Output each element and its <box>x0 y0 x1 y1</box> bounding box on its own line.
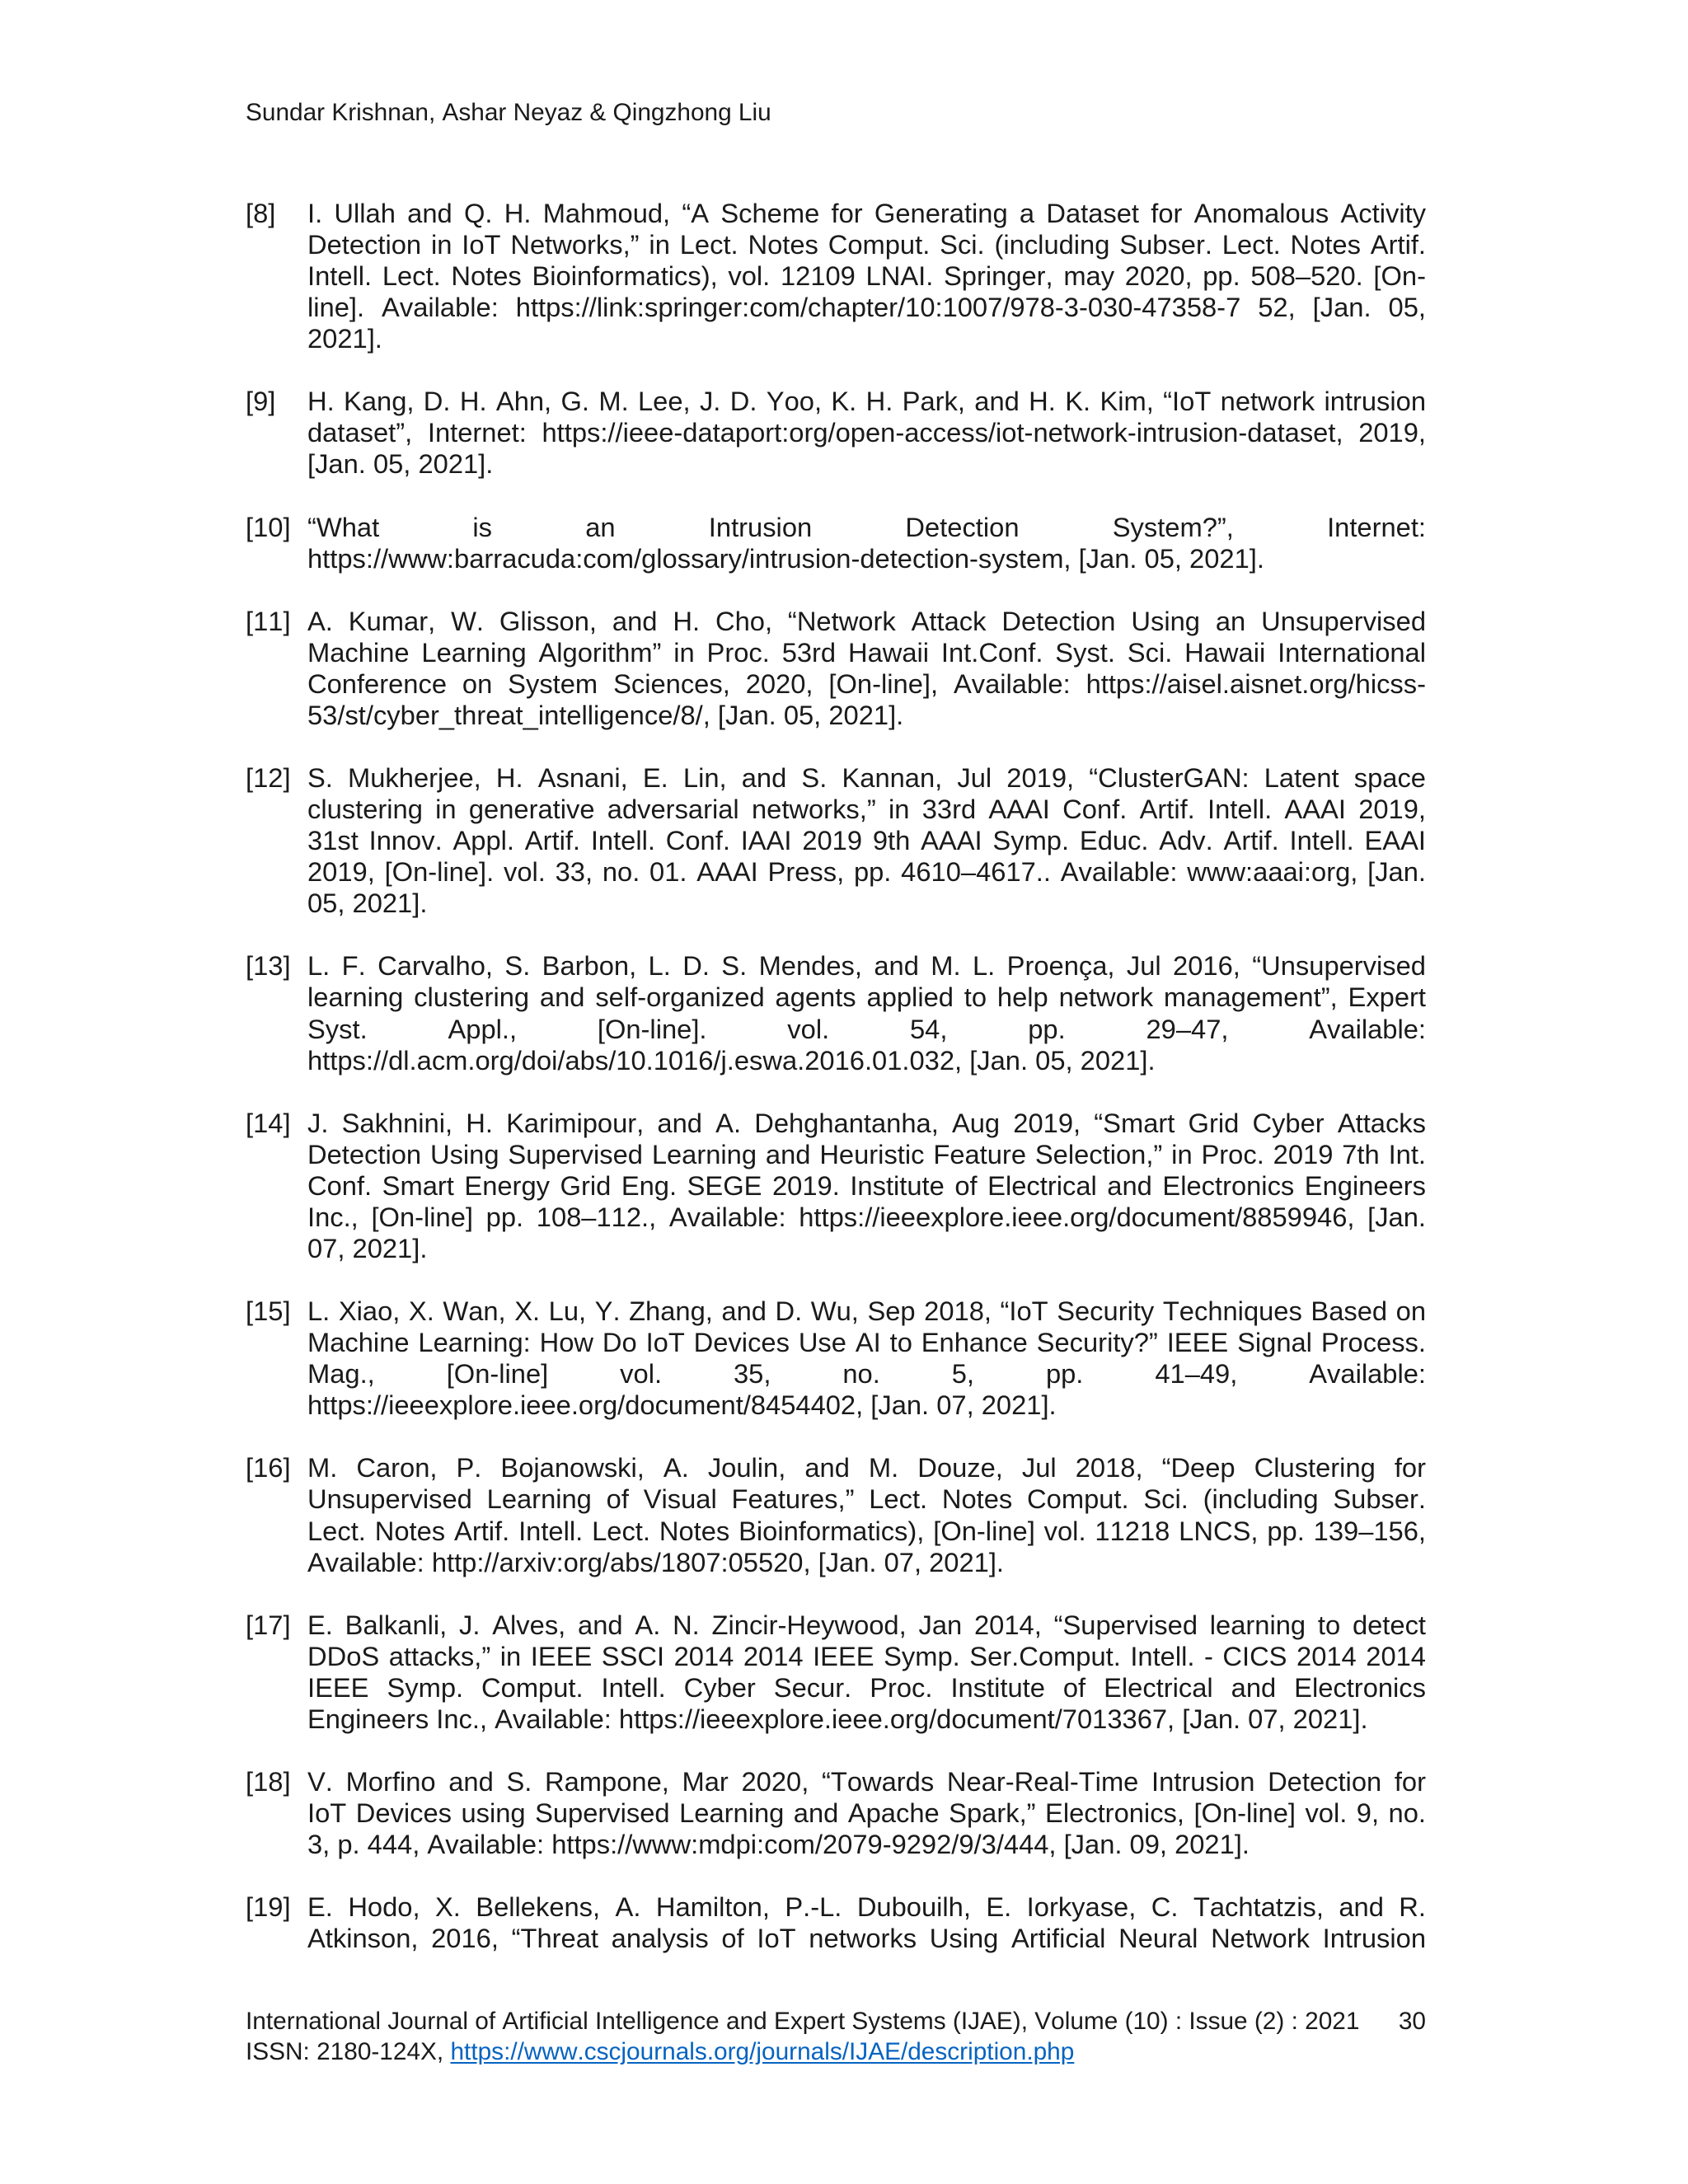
reference-text <box>307 1891 1426 1954</box>
reference-line: E. Hodo, X. Bellekens, A. Hamilton, P.-L. Dubouilh, E. Iorkyase, C. Tachtatzis, and R. <box>307 1891 1426 1923</box>
reference-line: E. Balkanli, J. Alves, and A. N. Zincir-Heywood, Jan 2014, “Supervised learning to detect <box>307 1609 1426 1640</box>
reference-entry <box>246 386 1426 480</box>
reference-entry <box>246 1610 1426 1735</box>
reference-line: learning clustering and self-organized agents applied to help network management”, Expert <box>307 982 1426 1013</box>
reference-line: Unsupervised Learning of Visual Features,” Lect. Notes Comput. Sci. (including Subser. <box>307 1483 1426 1515</box>
reference-line: Conference on System Sciences, 2020, [On-line], Available: https://aisel.aisnet.org/hicss- <box>307 668 1426 699</box>
reference-text <box>307 198 1426 354</box>
reference-line: “What is an Intrusion Detection System?”, Internet: <box>307 511 1426 542</box>
reference-text <box>307 606 1426 731</box>
reference-entry <box>246 762 1426 919</box>
reference-line: 31st Innov. Appl. Artif. Intell. Conf. IAAI 2019 9th AAAI Symp. Educ. Adv. Artif. Intell. EAAI <box>307 825 1426 856</box>
reference-line: clustering in generative adversarial networks,” in 33rd AAAI Conf. Artif. Intell. AAAI 2019, <box>307 794 1426 825</box>
journal-link[interactable]: https://www.cscjournals.org/journals/IJAE/description.php <box>450 2037 1075 2065</box>
reference-line: M. Caron, P. Bojanowski, A. Joulin, and M. Douze, Jul 2018, “Deep Clustering for <box>307 1452 1426 1483</box>
reference-text <box>307 950 1426 1076</box>
page-footer <box>246 2007 1426 2067</box>
reference-text <box>307 1766 1426 1860</box>
reference-number: [16] <box>246 1452 291 1483</box>
reference-text <box>307 512 1426 574</box>
issn: ISSN: 2180-124X, <box>246 2037 444 2065</box>
reference-line: Engineers Inc., Available: https://ieeexplore.ieee.org/document/7013367, [Jan. 07, 2021]. <box>307 1703 1368 1734</box>
reference-entry <box>246 1296 1426 1421</box>
reference-entry <box>246 1766 1426 1860</box>
reference-line: H. Kang, D. H. Ahn, G. M. Lee, J. D. Yoo, K. H. Park, and H. K. Kim, “IoT network intrusion <box>307 386 1426 417</box>
reference-line: 07, 2021]. <box>307 1232 428 1263</box>
reference-line: Mag., [On-line] vol. 35, no. 5, pp. 41–49, Available: <box>307 1358 1426 1390</box>
reference-number: [12] <box>246 762 291 794</box>
reference-number: [10] <box>246 511 291 542</box>
reference-entry <box>246 1108 1426 1264</box>
reference-entry <box>246 1452 1426 1577</box>
reference-number: [8] <box>246 198 276 228</box>
reference-entry <box>246 1891 1426 1954</box>
reference-line: Available: http://arxiv:org/abs/1807:05520, [Jan. 07, 2021]. <box>307 1546 1004 1577</box>
reference-line: Machine Learning: How Do IoT Devices Use AI to Enhance Security?” IEEE Signal Process. <box>307 1327 1426 1358</box>
reference-text <box>307 386 1426 480</box>
reference-number: [9] <box>246 386 276 417</box>
reference-line: A. Kumar, W. Glisson, and H. Cho, “Network Attack Detection Using an Unsupervised <box>307 605 1426 636</box>
reference-line: Conf. Smart Energy Grid Eng. SEGE 2019. Institute of Electrical and Electronics Engineers <box>307 1169 1426 1201</box>
reference-number: [14] <box>246 1107 291 1138</box>
reference-text <box>307 762 1426 919</box>
reference-number: [18] <box>246 1765 291 1797</box>
reference-number: [13] <box>246 950 291 982</box>
reference-text <box>307 1108 1426 1264</box>
reference-line: 2021]. <box>307 323 382 354</box>
reference-line: Machine Learning Algorithm” in Proc. 53rd Hawaii Int.Conf. Syst. Sci. Hawaii International <box>307 636 1426 668</box>
reference-entry <box>246 512 1426 574</box>
reference-text <box>307 1610 1426 1735</box>
reference-number: [19] <box>246 1891 291 1923</box>
reference-line: Lect. Notes Artif. Intell. Lect. Notes Bioinformatics), [On-line] vol. 11218 LNCS, pp. 139–156, <box>307 1515 1426 1546</box>
reference-line: L. Xiao, X. Wan, X. Lu, Y. Zhang, and D. Wu, Sep 2018, “IoT Security Techniques Based on <box>307 1296 1426 1327</box>
reference-number: [11] <box>246 605 291 636</box>
reference-line: Inc., [On-line] pp. 108–112., Available: https://ieeexplore.ieee.org/document/8859946, [Jan. <box>307 1201 1426 1232</box>
reference-line: DDoS attacks,” in IEEE SSCI 2014 2014 IEEE Symp. Ser.Comput. Intell. - CICS 2014 2014 <box>307 1640 1426 1671</box>
reference-line: IoT Devices using Supervised Learning and Apache Spark,” Electronics, [On-line] vol. 9, no. <box>307 1797 1426 1829</box>
reference-number: [15] <box>246 1296 291 1327</box>
reference-line: https://www:barracuda:com/glossary/intrusion-detection-system, [Jan. 05, 2021]. <box>307 542 1264 574</box>
reference-line: 3, p. 444, Available: https://www:mdpi:com/2079-9292/9/3/444, [Jan. 09, 2021]. <box>307 1829 1250 1860</box>
reference-line: J. Sakhnini, H. Karimipour, and A. Dehghantanha, Aug 2019, “Smart Grid Cyber Attacks <box>307 1107 1426 1138</box>
reference-line: L. F. Carvalho, S. Barbon, L. D. S. Mendes, and M. L. Proença, Jul 2016, “Unsupervised <box>307 950 1426 982</box>
reference-line: S. Mukherjee, H. Asnani, E. Lin, and S. Kannan, Jul 2019, “ClusterGAN: Latent space <box>307 762 1426 794</box>
reference-number: [17] <box>246 1609 291 1640</box>
reference-line: Detection Using Supervised Learning and Heuristic Feature Selection,” in Proc. 2019 7th Int. <box>307 1138 1426 1169</box>
reference-line: V. Morfino and S. Rampone, Mar 2020, “Towards Near-Real-Time Intrusion Detection for <box>307 1765 1426 1797</box>
reference-line: https://dl.acm.org/doi/abs/10.1016/j.eswa.2016.01.032, [Jan. 05, 2021]. <box>307 1044 1156 1076</box>
reference-entry <box>246 198 1426 354</box>
reference-line: dataset”, Internet: https://ieee-dataport:org/open-access/iot-network-intrusion-dataset, 2019, <box>307 417 1426 448</box>
footer-citation-row <box>246 2007 1426 2037</box>
page-number: 30 <box>1398 2008 1426 2035</box>
reference-line: 2019, [On-line]. vol. 33, no. 01. AAAI Press, pp. 4610–4617.. Available: www:aaai:org, [Jan. <box>307 856 1426 888</box>
reference-line: Intell. Lect. Notes Bioinformatics), vol. 12109 LNAI. Springer, may 2020, pp. 508–520. [On- <box>307 260 1426 292</box>
reference-line: 53/st/cyber_threat_intelligence/8/, [Jan. 05, 2021]. <box>307 699 904 730</box>
footer-issn-row <box>246 2037 1426 2068</box>
reference-entry <box>246 950 1426 1076</box>
reference-text <box>307 1452 1426 1577</box>
reference-line: https://ieeexplore.ieee.org/document/8454402, [Jan. 07, 2021]. <box>307 1390 1057 1421</box>
reference-line: Syst. Appl., [On-line]. vol. 54, pp. 29–47, Available: <box>307 1013 1426 1044</box>
reference-entry <box>246 606 1426 731</box>
reference-line: IEEE Symp. Comput. Intell. Cyber Secur. Proc. Institute of Electrical and Electronics <box>307 1671 1426 1703</box>
reference-line: 05, 2021]. <box>307 888 428 919</box>
reference-list <box>246 198 1426 1985</box>
reference-line: line]. Available: https://link:springer:com/chapter/10:1007/978-3-030-47358-7 52, [Jan. 05, <box>307 292 1426 323</box>
reference-text <box>307 1296 1426 1421</box>
reference-line: Atkinson, 2016, “Threat analysis of IoT networks Using Artificial Neural Network Intrusion <box>307 1923 1426 1954</box>
reference-line: Detection in IoT Networks,” in Lect. Notes Comput. Sci. (including Subser. Lect. Notes Artif. <box>307 229 1426 260</box>
journal-citation: International Journal of Artificial Intelligence and Expert Systems (IJAE), Volume (10) : Issue (2) : 2021 <box>246 2008 1360 2035</box>
reference-line: I. Ullah and Q. H. Mahmoud, “A Scheme for Generating a Dataset for Anomalous Activity <box>307 198 1426 228</box>
running-head: Sundar Krishnan, Ashar Neyaz & Qingzhong Liu <box>246 99 771 126</box>
reference-line: [Jan. 05, 2021]. <box>307 448 494 480</box>
